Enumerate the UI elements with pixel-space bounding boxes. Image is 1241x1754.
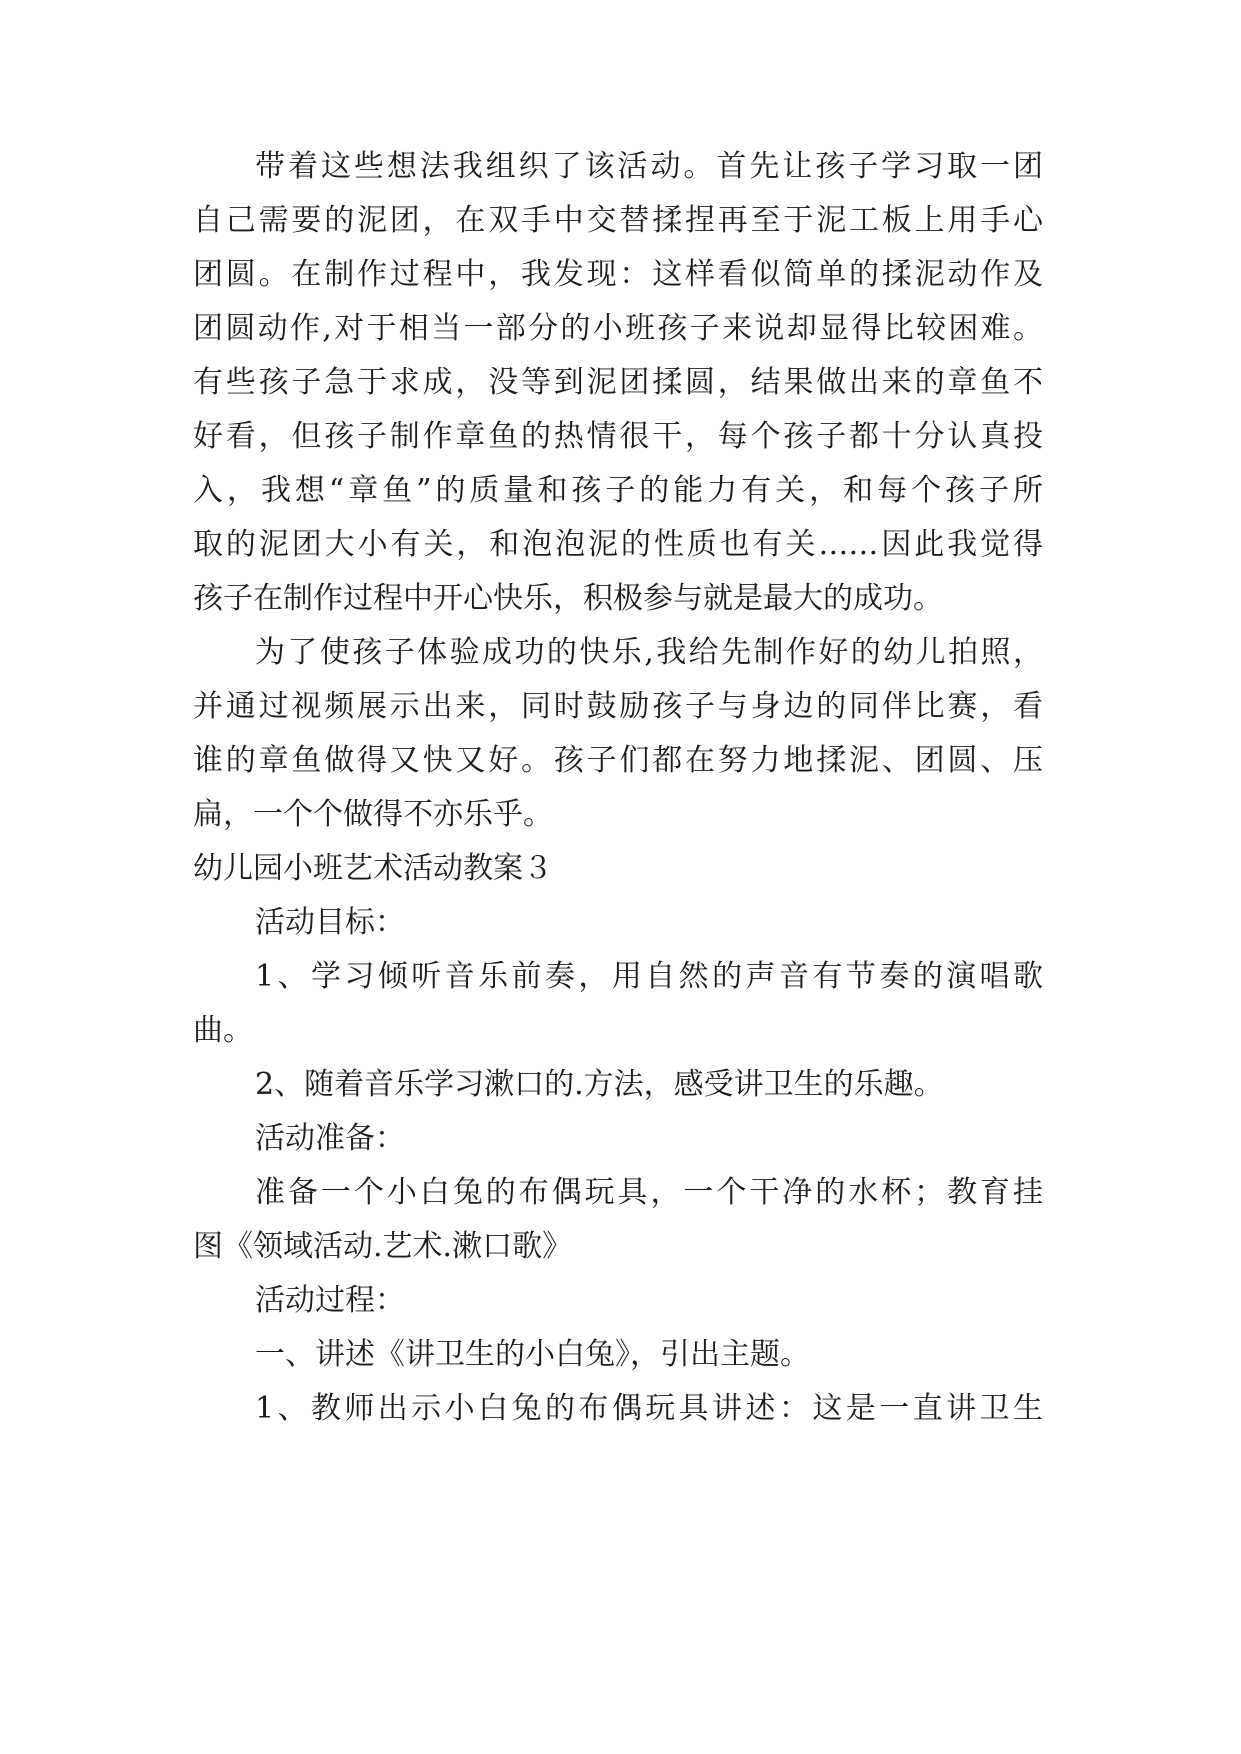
paragraph-line: 孩子在制作过程中开心快乐，积极参与就是最大的成功。 <box>193 581 943 616</box>
subheading-preparation: 活动准备： <box>255 1121 405 1156</box>
paragraph-line: 自己需要的泥团，在双手中交替揉捏再至于泥工板上用手心 <box>193 203 1043 238</box>
paragraph-line: 并通过视频展示出来，同时鼓励孩子与身边的同伴比赛，看 <box>193 689 1043 724</box>
paragraph-line: 好看，但孩子制作章鱼的热情很干，每个孩子都十分认真投 <box>193 419 1043 454</box>
paragraph-line: 曲。 <box>193 1013 253 1048</box>
paragraph-line: 入，我想“章鱼”的质量和孩子的能力有关，和每个孩子所 <box>193 473 1043 508</box>
paragraph-line: 带着这些想法我组织了该活动。首先让孩子学习取一团 <box>255 149 1043 184</box>
paragraph-line: 准备一个小白兔的布偶玩具，一个干净的水杯；教育挂 <box>255 1175 1043 1210</box>
paragraph-line: 1、教师出示小白兔的布偶玩具讲述：这是一直讲卫生 <box>255 1391 1043 1426</box>
paragraph-line: 团圆。在制作过程中，我发现：这样看似简单的揉泥动作及 <box>193 257 1043 292</box>
paragraph-line: 图《领域活动.艺术.漱口歌》 <box>193 1229 573 1264</box>
paragraph-line: 2、随着音乐学习漱口的.方法，感受讲卫生的乐趣。 <box>255 1067 944 1102</box>
paragraph-line: 团圆动作,对于相当一部分的小班孩子来说却显得比较困难。 <box>193 311 1043 346</box>
paragraph-line: 有些孩子急于求成，没等到泥团揉圆，结果做出来的章鱼不 <box>193 365 1043 400</box>
paragraph-line: 为了使孩子体验成功的快乐,我给先制作好的幼儿拍照， <box>255 635 1043 670</box>
subheading-process: 活动过程： <box>255 1283 405 1318</box>
paragraph-line: 谁的章鱼做得又快又好。孩子们都在努力地揉泥、团圆、压 <box>193 743 1043 778</box>
paragraph-line: 扁，一个个做得不亦乐乎。 <box>193 797 553 832</box>
subheading-goals: 活动目标： <box>255 905 405 940</box>
paragraph-line: 一、讲述《讲卫生的小白兔》，引出主题。 <box>255 1337 810 1372</box>
paragraph-line: 取的泥团大小有关，和泡泡泥的性质也有关……因此我觉得 <box>193 527 1043 562</box>
paragraph-line: 1、学习倾听音乐前奏，用自然的声音有节奏的演唱歌 <box>255 959 1043 994</box>
section-heading: 幼儿园小班艺术活动教案３ <box>193 851 553 886</box>
